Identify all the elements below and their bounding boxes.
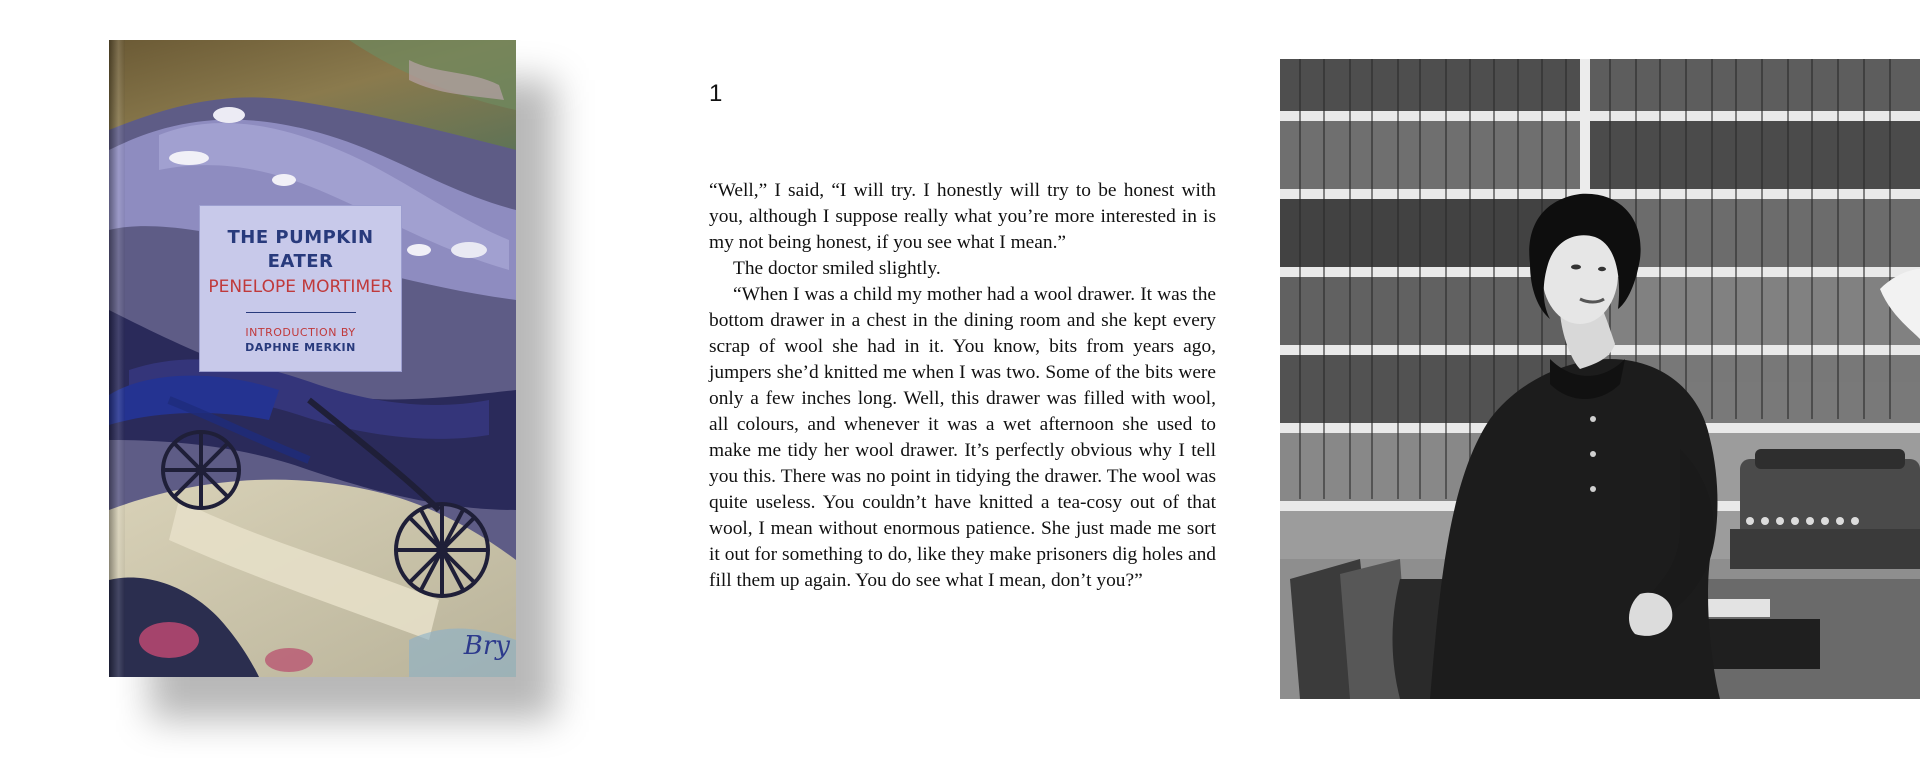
author-photo: [1280, 59, 1920, 699]
cover-spine: [109, 40, 125, 677]
book-author: PENELOPE MORTIMER: [208, 277, 393, 297]
excerpt-paragraph: “When I was a child my mother had a wool drawer. It was the bottom drawer in a chest in the dining room and she kept every scrap of wool she had in it. You know, bits from years ago, jumpers she’d knitted me when I was two. Some of the bits were only a few inches long. Well, this drawer was filled with wool, all colours, and whenever it was a wet afternoon she used to make me tidy her wool drawer. It’s perfectly obvious why I tell you this. There was no point in tidying the drawer. The wool was quite useless. You couldn’t have knitted a tea-cosy out of that wool, I mean without enormous patience. She just made me sort it out for something to do, like they make prisoners dig holes and fill them up again. You do see what I mean, don’t you?”: [709, 284, 1216, 591]
excerpt-paragraph: The doctor smiled slightly.: [733, 258, 941, 279]
book-title: THE PUMPKIN EATER: [227, 227, 374, 272]
author-portrait-image: [1280, 59, 1920, 699]
book-cover: [109, 40, 516, 677]
title-divider: [246, 312, 356, 313]
chapter-number: 1: [709, 80, 723, 107]
cover-title-box: [199, 205, 402, 372]
intro-label: INTRODUCTION BY: [245, 326, 356, 339]
artist-signature: Bry: [463, 631, 510, 661]
intro-name: DAPHNE MERKIN: [245, 341, 356, 354]
excerpt-paragraph: “Well,” I said, “I will try. I honestly will try to be honest with you, although I suppose really what you’re more interested in is my not being honest, if you see what I mean.”: [709, 180, 1216, 253]
excerpt-text: [709, 178, 1216, 594]
